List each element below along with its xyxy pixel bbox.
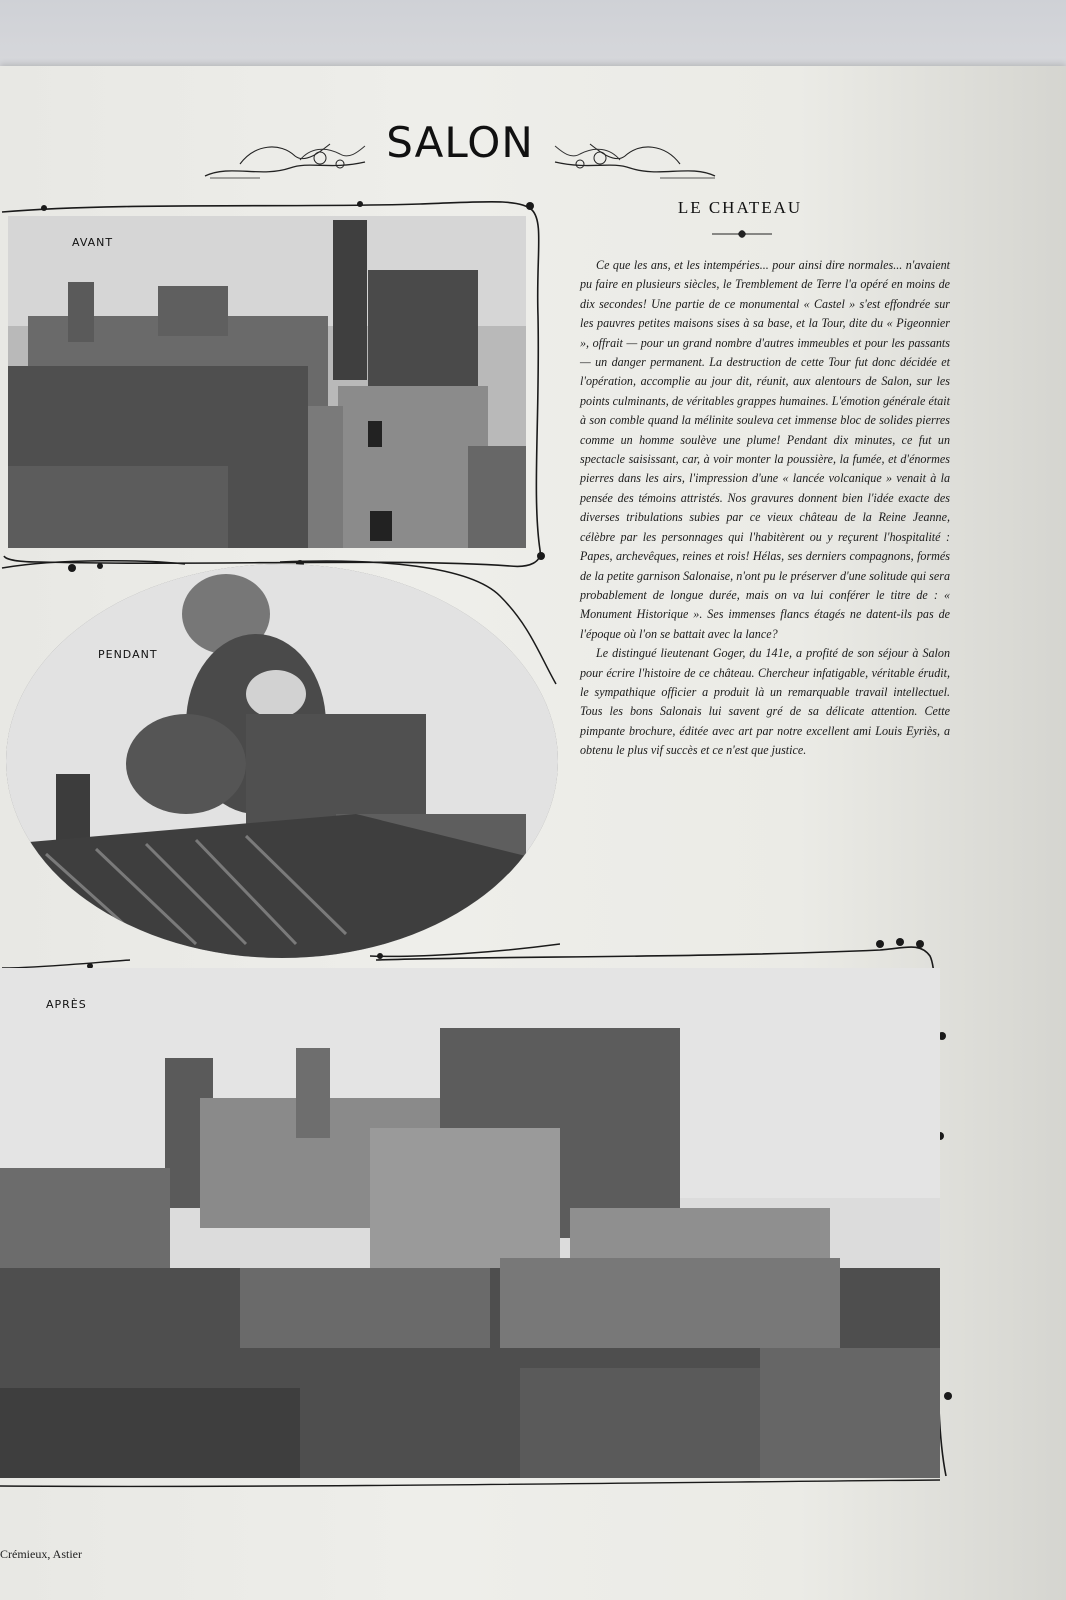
after-photo (0, 968, 940, 1478)
printer-credit: Crémieux, Astier (0, 1547, 82, 1561)
article-paragraph: Le distingué lieutenant Goger, du 141e, a profité de son séjour à Salon pour écrire l'histoire de ce château. Chercheur infatigable, véritable érudit, le sympathique officier a produit là un remarquable travail intellectuel. Tous les bons Salonais lui savent gré de sa délicate attention. Cette pimpante brochure, éditée avec art par notre excellent ami Louis Eyriès, a obtenu le plus vif succès et ce n'est que justice. (580, 646, 950, 758)
left-ornament-icon (200, 134, 370, 184)
before-photo (8, 216, 526, 548)
right-ornament-icon (550, 134, 720, 184)
section-title: LE CHATEAU (677, 198, 803, 217)
during-photo-label: PENDANT (98, 648, 158, 661)
article-paragraph: Ce que les ans, et les intempéries... pour ainsi dire normales... n'avaient pu faire en plusieurs siècles, le Tremblement de Terre l'a opéré en moins de dix secondes! Une partie de ce monumental « Castel » s'est effondrée sur les pauvres petites maisons sises à sa base, et la Tour, dite du « Pigeonnier », offrait — pour un grand nombre d'autres immeubles et pour les passants — un danger permanent. La destruction de cette Tour fut donc décidée et l'opération, accomplie au jour dit, réunit, aux alentours de Salon, sur les points culminants, de véritables grappes humaines. L'émotion générale était à son comble quand la mélinite souleva cet immense bloc de solides pierres comme un homme soulève une plume! Pendant dix minutes, ce fut un spectacle saisissant, car, à voir monter la poussière, la fumée, et d'énormes pierres dans les airs, l'impression d'une « lancée volcanique » venait à la pensée des témoins attristés. Nos gravures donnent bien l'idée exacte des diverses tribulations subies par ce vieux château de la Reine Jeanne, célèbre par les personnages qui l'habitèrent ou y reçurent l'hospitalité : Papes, archevêques, reines et rois! Hélas, ses derniers compagnons, formés de la petite garnison Salonaise, n'ont pu le préserver d'une solitude qui sera probablement de longue durée, mais on va lui conférer le titre de : « Monument Historique ». Ses immenses flancs étagés ne datent-ils pas de l'époque où l'on se battait avec la lance? (580, 258, 950, 641)
during-photo (6, 564, 558, 958)
title-flourish-icon (712, 229, 772, 239)
article-body (580, 256, 950, 761)
masthead-title: SALON (386, 118, 534, 167)
before-photo-label: AVANT (72, 236, 114, 249)
masthead (200, 118, 720, 188)
after-photo-label: APRÈS (46, 998, 87, 1011)
